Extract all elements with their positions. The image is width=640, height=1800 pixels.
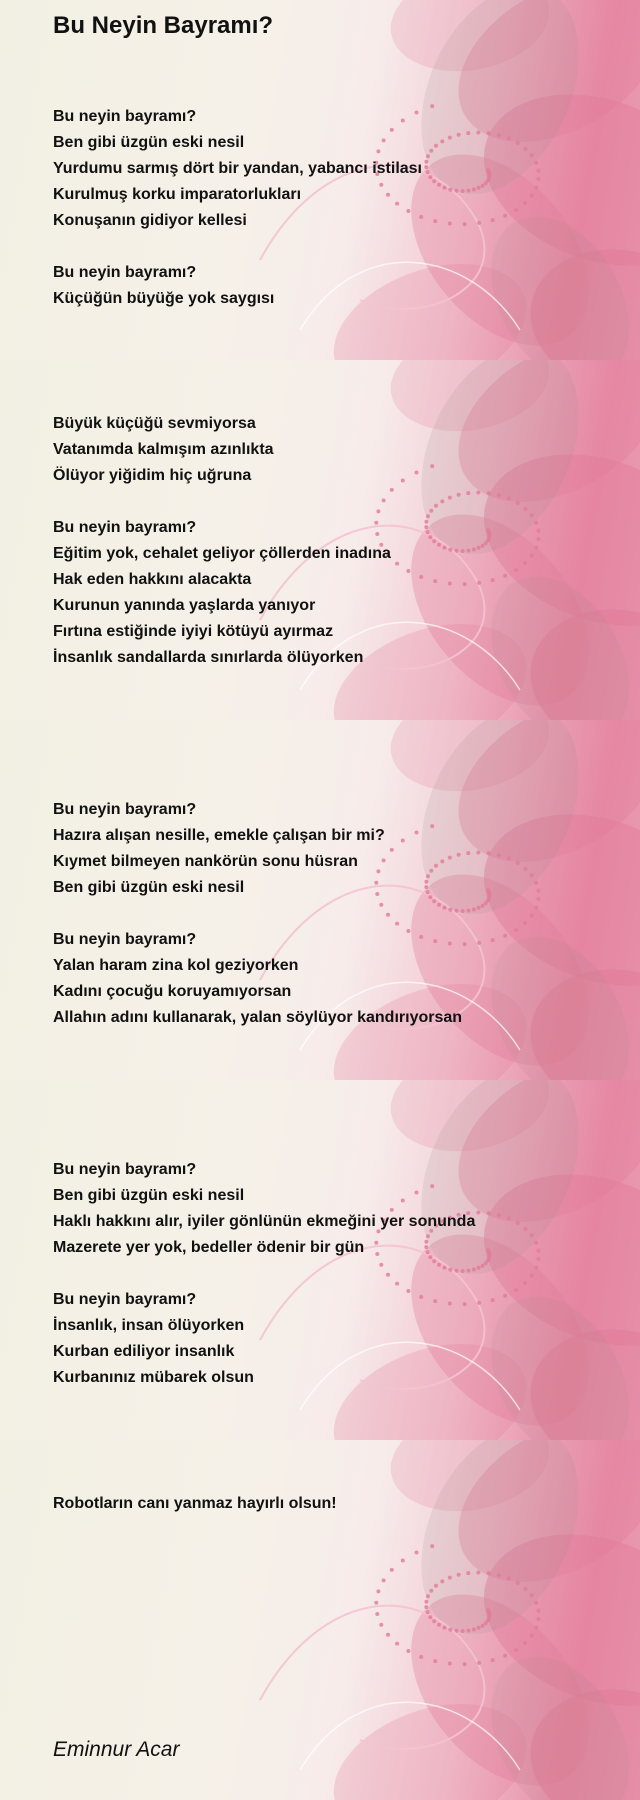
poem-line: Yalan haram zina kol geziyorken — [53, 957, 299, 974]
poem-line: Bu neyin bayramı? — [53, 931, 197, 948]
stanza-9 — [53, 1491, 337, 1517]
poem-author: Eminnur Acar — [53, 1738, 180, 1761]
poem-line: Bu neyin bayramı? — [53, 1161, 197, 1178]
poem-line: Ölüyor yiğidim hiç uğruna — [53, 467, 252, 484]
poem-line: Hak eden hakkını alacakta — [53, 571, 252, 588]
poem-line: Kurban ediliyor insanlık — [53, 1343, 235, 1360]
poem-line: Bu neyin bayramı? — [53, 801, 197, 818]
poem-line: Bu neyin bayramı? — [53, 519, 197, 536]
poem-line: Bu neyin bayramı? — [53, 264, 197, 281]
stanza-1 — [53, 104, 422, 234]
poem-line: Robotların canı yanmaz hayırlı olsun! — [53, 1495, 337, 1512]
poem-line: Vatanımda kalmışım azınlıkta — [53, 441, 274, 458]
poem-line: Haklı hakkını alır, iyiler gönlünün ekmeğini yer sonunda — [53, 1213, 476, 1230]
poem-line: Bu neyin bayramı? — [53, 1291, 197, 1308]
stanza-2 — [53, 260, 274, 312]
poem-line: Kıymet bilmeyen nankörün sonu hüsran — [53, 853, 358, 870]
poem-line: İnsanlık sandallarda sınırlarda ölüyorken — [53, 649, 364, 666]
stanza-8 — [53, 1287, 254, 1391]
poem-line: Mazerete yer yok, bedeller ödenir bir gün — [53, 1239, 365, 1256]
stanza-7 — [53, 1157, 475, 1261]
poem-title: Bu Neyin Bayramı? — [53, 12, 274, 39]
poem-line: Yurdumu sarmış dört bir yandan, yabancı istilası — [53, 160, 422, 177]
poem-line: Ben gibi üzgün eski nesil — [53, 1187, 245, 1204]
stanza-6 — [53, 927, 462, 1031]
poem-line: Kurulmuş korku imparatorlukları — [53, 186, 302, 203]
stanza-5 — [53, 797, 385, 901]
poem-line: Küçüğün büyüğe yok saygısı — [53, 290, 275, 307]
stanza-4 — [53, 515, 391, 671]
poem-line: Bu neyin bayramı? — [53, 108, 197, 125]
poem-line: Kurbanınız mübarek olsun — [53, 1369, 254, 1386]
poem-line: Ben gibi üzgün eski nesil — [53, 134, 245, 151]
poem-line: Kadını çocuğu koruyamıyorsan — [53, 983, 292, 1000]
poem-line: Allahın adını kullanarak, yalan söylüyor kandırıyorsan — [53, 1009, 463, 1026]
poem-line: Ben gibi üzgün eski nesil — [53, 879, 245, 896]
poem-line: Kurunun yanında yaşlarda yanıyor — [53, 597, 316, 614]
poem-line: Büyük küçüğü sevmiyorsa — [53, 415, 256, 432]
poem-line: Hazıra alışan nesille, emekle çalışan bir mi? — [53, 827, 385, 844]
stanza-3 — [53, 411, 274, 489]
poem-line: Eğitim yok, cehalet geliyor çöllerden inadına — [53, 545, 391, 562]
poem-line: İnsanlık, insan ölüyorken — [53, 1317, 245, 1334]
poem-line: Konuşanın gidiyor kellesi — [53, 212, 247, 229]
poem-line: Fırtına estiğinde iyiyi kötüyü ayırmaz — [53, 623, 334, 640]
